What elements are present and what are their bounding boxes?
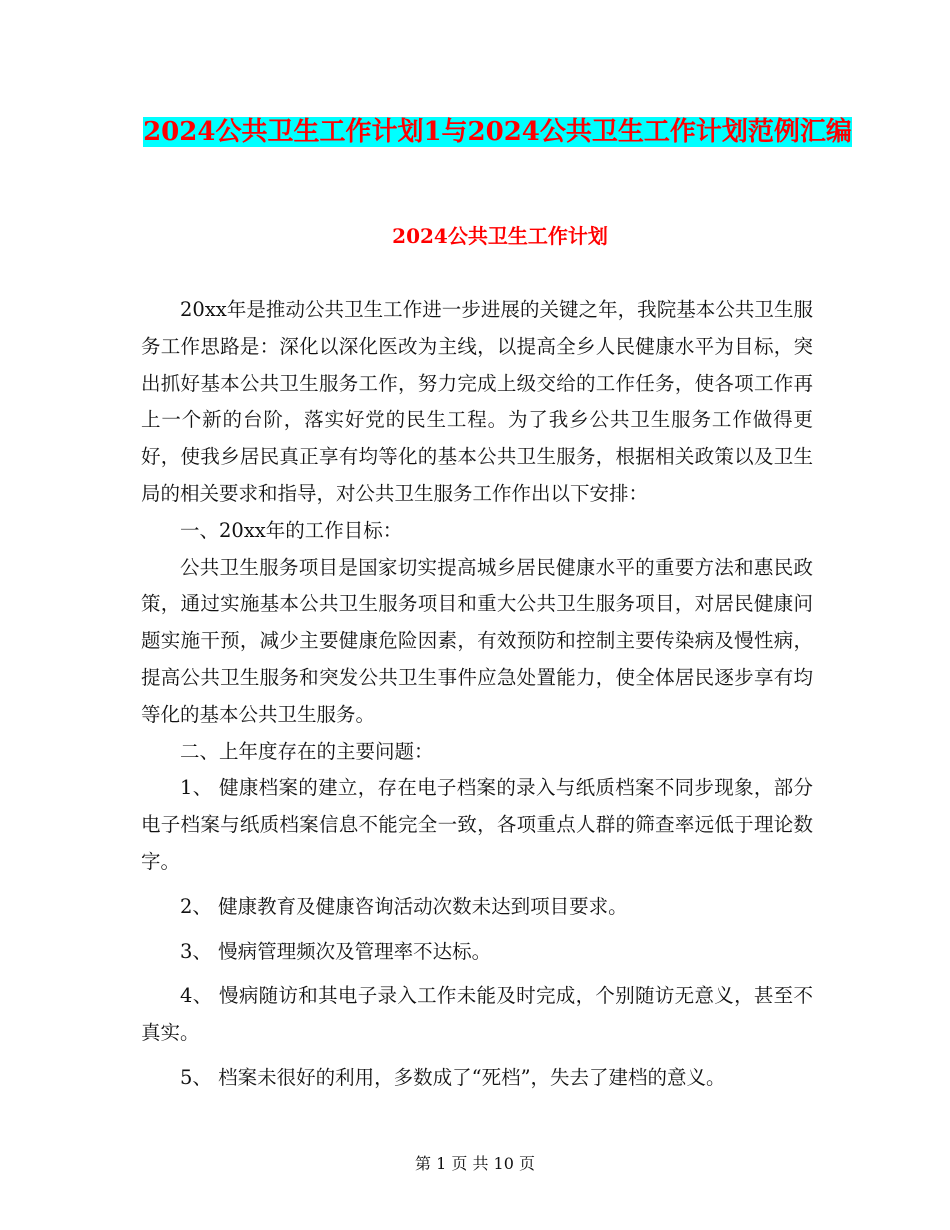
- problem-item-3: 3、 慢病管理频次及管理率不达标。: [180, 939, 492, 963]
- document-title-text: 2024公共卫生工作计划1与2024公共卫生工作计划范例汇编: [143, 117, 852, 147]
- problem-item-4: 4、 慢病随访和其电子录入工作未能及时完成，个别随访无意义，甚至不真实。: [141, 984, 813, 1045]
- heading-work-goals: 一、20xx年的工作目标：: [180, 518, 403, 542]
- section-title: 2024公共卫生工作计划: [392, 224, 608, 248]
- problem-item-1: 1、 健康档案的建立，存在电子档案的录入与纸质档案不同步现象，部分电子档案与纸质档案信息不能完全一致，各项重点人群的筛查率远低于理论数字。: [141, 776, 813, 873]
- document-title: [140, 108, 855, 156]
- paragraph-intro: 20xx年是推动公共卫生工作进一步进展的关键之年，我院基本公共卫生服务工作思路是：深化以深化医改为主线，以提高全乡人民健康水平为目标，突出抓好基本公共卫生服务工作，努力完成上级交给的工作任务，使各项工作再上一个新的台阶，落实好党的民生工程。为了我乡公共卫生服务工作做得更好，使我乡居民真正享有均等化的基本公共卫生服务，根据相关政策以及卫生局的相关要求和指导，对公共卫生服务工作作出以下安排：: [141, 298, 813, 505]
- paragraph-goals: 公共卫生服务项目是国家切实提高城乡居民健康水平的重要方法和惠民政策，通过实施基本公共卫生服务项目和重大公共卫生服务项目，对居民健康问题实施干预，减少主要健康危险因素，有效预防和控制主要传染病及慢性病，提高公共卫生服务和突发公共卫生事件应急处置能力，使全体居民逐步享有均等化的基本公共卫生服务。: [141, 555, 813, 726]
- document-body: [141, 292, 813, 1097]
- problem-item-2: 2、 健康教育及健康咨询活动次数未达到项目要求。: [180, 894, 628, 918]
- heading-main-problems: 二、上年度存在的主要问题：: [180, 739, 434, 763]
- page-footer: 第 1 页 共 10 页: [415, 1154, 535, 1173]
- problem-item-5: 5、 档案未很好的利用，多数成了“死档”，失去了建档的意义。: [180, 1065, 726, 1089]
